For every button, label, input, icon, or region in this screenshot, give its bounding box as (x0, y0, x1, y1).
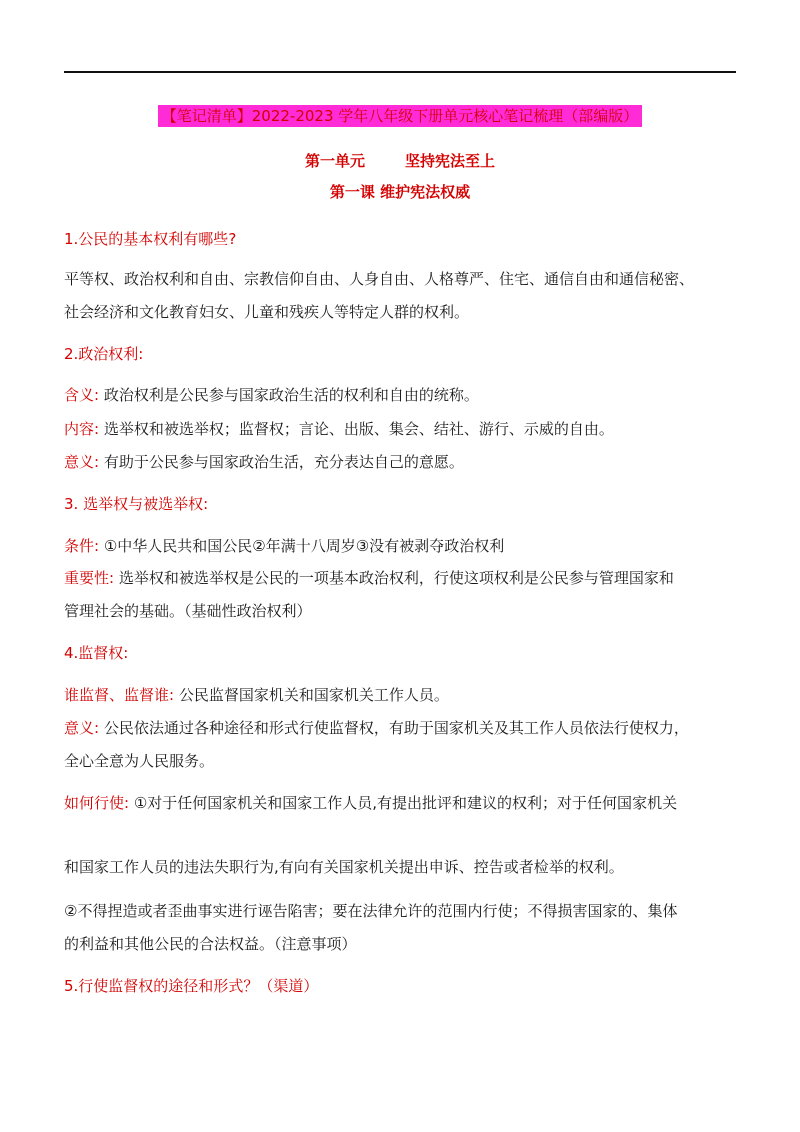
content-label: 内容: (64, 420, 100, 438)
how-text: ①对于任何国家机关和国家工作人员,有提出批评和建议的权利；对于任何国家机关 (133, 794, 678, 812)
section-1-heading: 1.公民的基本权利有哪些? (64, 230, 237, 248)
lesson-heading: 第一课 维护宪法权威 (329, 183, 471, 201)
who-label: 谁监督、监督谁: (64, 686, 175, 704)
section-4-how-line-2: 和国家工作人员的违法失职行为,有向有关国家机关提出申诉、控告或者检举的权利。 (64, 858, 624, 876)
section-4-significance (64, 717, 744, 739)
section-3-conditions (64, 535, 744, 557)
content-text: 选举权和被选举权；监督权；言论、出版、集会、结社、游行、示威的自由。 (103, 420, 614, 438)
section-4-note-line-1: ②不得捏造或者歪曲事实进行诬告陷害；要在法律允许的范围内行使；不得损害国家的、集体 (64, 902, 678, 920)
unit-heading (0, 150, 800, 172)
who-text: 公民监督国家机关和国家机关工作人员。 (178, 686, 449, 704)
section-4-note-line-2: 的利益和其他公民的合法权益。（注意事项） (64, 935, 357, 953)
section-4-significance-line-2: 全心全意为人民服务。 (64, 752, 215, 770)
significance-label: 意义: (64, 453, 100, 471)
section-5-heading: 5.行使监督权的途径和形式？（渠道） (64, 977, 319, 995)
how-label: 如何行使: (64, 794, 130, 812)
section-2-significance (64, 451, 744, 473)
section-4-who (64, 684, 744, 706)
unit-number: 第一单元 (304, 152, 365, 170)
sig-text: 公民依法通过各种途径和形式行使监督权，有助于国家机关及其工作人员依法行使权力， (103, 719, 689, 737)
sig-label: 意义: (64, 719, 100, 737)
meaning-text: 政治权利是公民参与国家政治生活的权利和自由的统称。 (103, 386, 479, 404)
document-title (0, 104, 800, 128)
title-highlight: 【笔记清单】2022-2023 学年八年级下册单元核心笔记梳理（部编版） (158, 105, 643, 127)
conditions-label: 条件: (64, 537, 100, 555)
header-rule (64, 71, 736, 73)
section-3-heading: 3. 选举权与被选举权: (64, 495, 209, 513)
section-1-line-1: 平等权、政治权利和自由、宗教信仰自由、人身自由、人格尊严、住宅、通信自由和通信秘密、 (64, 270, 695, 288)
section-3-importance-line-2: 管理社会的基础。（基础性政治权利） (64, 602, 312, 620)
section-1-line-2: 社会经济和文化教育妇女、儿童和残疾人等特定人群的权利。 (64, 303, 470, 321)
importance-label: 重要性: (64, 569, 115, 587)
significance-text: 有助于公民参与国家政治生活，充分表达自己的意愿。 (103, 453, 464, 471)
conditions-text: ①中华人民共和国公民②年满十八周岁③没有被剥夺政治权利 (103, 537, 505, 555)
importance-text: 选举权和被选举权是公民的一项基本政治权利，行使这项权利是公民参与管理国家和 (118, 569, 674, 587)
unit-name: 坚持宪法至上 (405, 152, 496, 170)
section-2-meaning (64, 384, 744, 406)
section-4-heading: 4.监督权: (64, 644, 129, 662)
meaning-label: 含义: (64, 386, 100, 404)
section-4-how (64, 792, 744, 814)
section-3-importance (64, 567, 744, 589)
section-2-content (64, 418, 744, 440)
section-2-heading: 2.政治权利: (64, 345, 144, 363)
